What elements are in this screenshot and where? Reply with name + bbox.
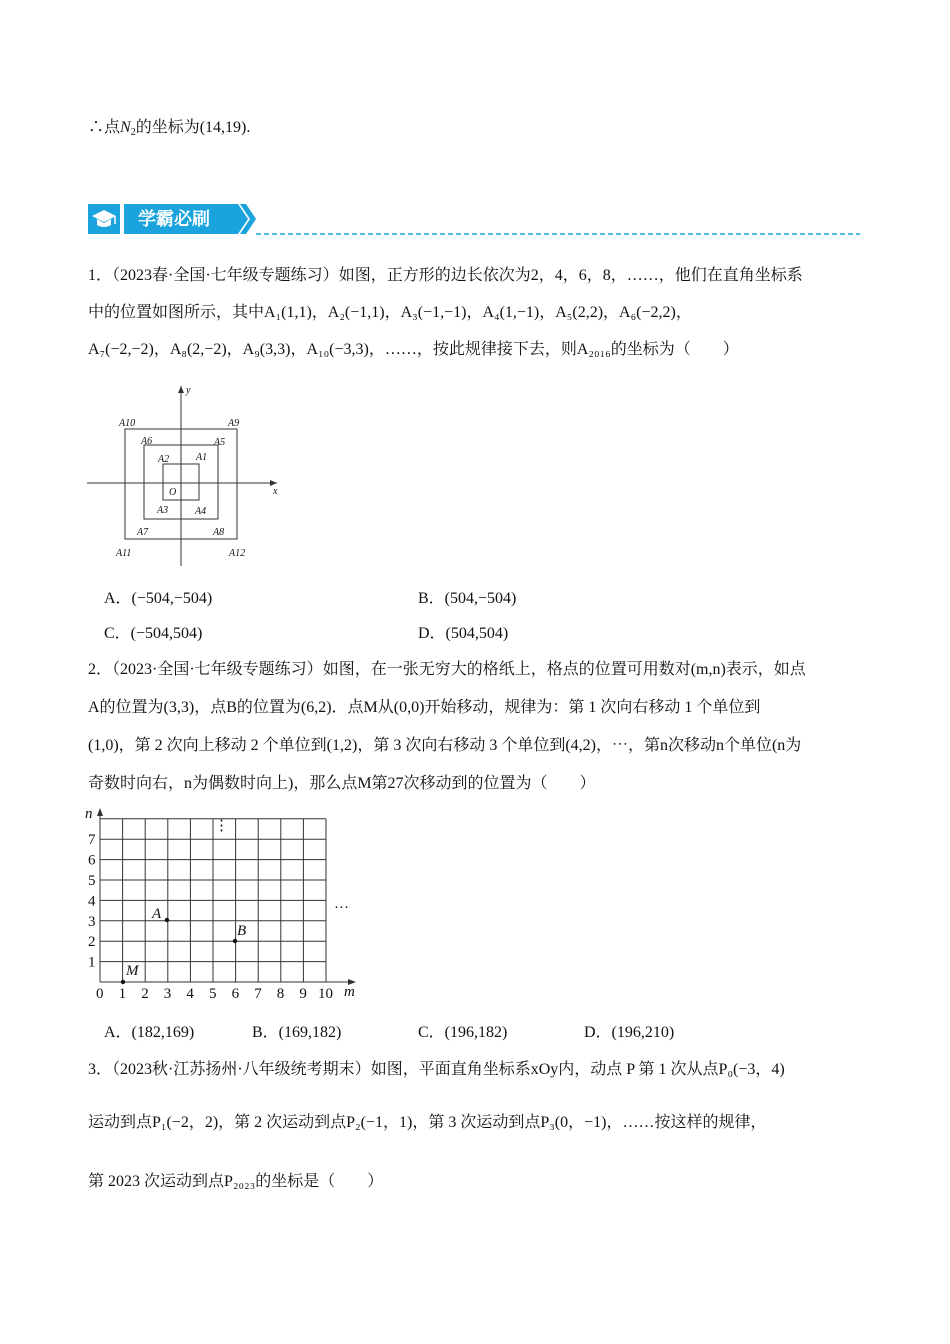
q2-option-c[interactable]: C．(196,182)	[418, 1024, 508, 1041]
q2-line2: A的位置为(3,3)，点B的位置为(6,2)．点M从(0,0)开始移动，规律为：第 1 次向右移动 1 个单位到	[88, 699, 761, 716]
q2-axis-n-label: n	[85, 806, 93, 822]
q2-option-a[interactable]: A．(182,169)	[104, 1024, 195, 1041]
section-banner	[88, 202, 863, 236]
q1-label-a4: A4	[195, 506, 207, 517]
x-tick-label: 10	[318, 986, 333, 1002]
q3-line2: 运动到点P₁(−2，2)，第 2 次运动到点P₂(−1，1)，第 3 次运动到点P₃(0，−1)，……按这样的规律，	[88, 1114, 767, 1131]
y-tick-label: 4	[88, 893, 96, 910]
q2-line1: 2．（2023·全国·七年级专题练习）如图，在一张无穷大的格纸上，格点的位置可用数对(m,n)表示，如点	[88, 661, 806, 678]
q1-label-a8: A8	[213, 527, 225, 538]
x-tick-label: 7	[254, 986, 262, 1002]
q2-point-b	[233, 939, 237, 943]
y-tick-label: 5	[88, 873, 96, 889]
q2-option-b[interactable]: B．(169,182)	[252, 1024, 342, 1041]
y-tick-label: 7	[88, 832, 96, 849]
q1-label-a2: A2	[158, 454, 170, 465]
y-tick-label: 3	[88, 913, 96, 930]
intro-line: ∴点$N_2$的坐标为(14,19).	[88, 119, 251, 138]
q1-label-a10: A10	[119, 418, 136, 429]
q2-point-m	[121, 980, 125, 984]
q3-line1: 3．（2023秋·江苏扬州·八年级统考期末）如图，平面直角坐标系xOy内，动点 P 第 1 次从点P₀(−3，4)	[88, 1061, 785, 1078]
q1-option-d[interactable]: D．(504,504)	[418, 625, 509, 642]
x-tick-label: 9	[299, 986, 307, 1002]
x-tick-label: 3	[163, 986, 172, 1002]
q2-option-d[interactable]: D．(196,210)	[584, 1024, 675, 1041]
q1-y-label: y	[186, 385, 191, 396]
q1-label-a7: A7	[137, 527, 149, 538]
q1-origin-label: O	[169, 487, 177, 498]
q2-vertical-ellipsis: ⋮	[214, 818, 229, 834]
q2-grid-figure	[82, 800, 362, 1005]
x-tick-label: 6	[231, 986, 240, 1002]
q2-point-a	[165, 918, 169, 922]
x-tick-label: 5	[209, 986, 217, 1002]
x-tick-label: 4	[186, 986, 194, 1002]
q1-label-a12: A12	[229, 548, 246, 559]
q1-label-a3: A3	[157, 505, 169, 516]
q2-point-a-label: A	[152, 906, 162, 922]
q1-line2: 中的位置如图所示，其中A₁(1,1)，A₂(−1,1)，A₃(−1,−1)，A₄(1,−1)，A₅(2,2)，A₆(−2,2)，	[88, 304, 692, 321]
q1-option-b[interactable]: B．(504,−504)	[418, 590, 517, 607]
q2-point-b-label: B	[237, 923, 247, 939]
q1-label-a6: A6	[141, 436, 153, 447]
q1-label-a9: A9	[228, 418, 240, 429]
q2-axis-m-label: m	[344, 984, 355, 1000]
q2-horizontal-ellipsis: …	[334, 896, 349, 912]
q1-label-a5: A5	[214, 437, 226, 448]
q1-label-a11: A11	[116, 548, 132, 559]
section-title: 学霸必刷	[138, 209, 210, 230]
y-tick-label: 1	[88, 954, 96, 971]
x-tick-label: 0	[96, 986, 104, 1002]
q3-line3: 第 2023 次运动到点P₂₀₂₃的坐标是（ ）	[88, 1173, 384, 1190]
q1-figure	[85, 380, 285, 570]
q1-option-a[interactable]: A．(−504,−504)	[104, 590, 213, 607]
x-tick-label: 8	[276, 986, 285, 1002]
q2-point-m-label: M	[126, 963, 139, 979]
q2-line4: 奇数时向右，n为偶数时向上)，那么点M第27次移动到的位置为（ ）	[88, 775, 596, 792]
x-tick-label: 1	[118, 986, 127, 1002]
q1-x-label: x	[273, 486, 278, 497]
q1-option-c[interactable]: C．(−504,504)	[104, 625, 203, 642]
q1-label-a1: A1	[196, 452, 208, 463]
q2-line3: (1,0)，第 2 次向上移动 2 个单位到(1,2)，第 3 次向右移动 3 个单位到(4,2)，⋯，第n次移动n个单位(n为	[88, 737, 802, 754]
y-tick-label: 6	[88, 852, 96, 869]
q1-line3: A₇(−2,−2)，A₈(2,−2)，A₉(3,3)，A₁₀(−3,3)，……，按此规律接下去，则A₂₀₁₆的坐标为（ ）	[88, 341, 739, 358]
x-tick-label: 2	[141, 986, 149, 1002]
q1-line1: 1．（2023春·全国·七年级专题练习）如图，正方形的边长依次为2，4，6，8，……，他们在直角坐标系	[88, 267, 803, 284]
y-tick-label: 2	[88, 934, 96, 951]
